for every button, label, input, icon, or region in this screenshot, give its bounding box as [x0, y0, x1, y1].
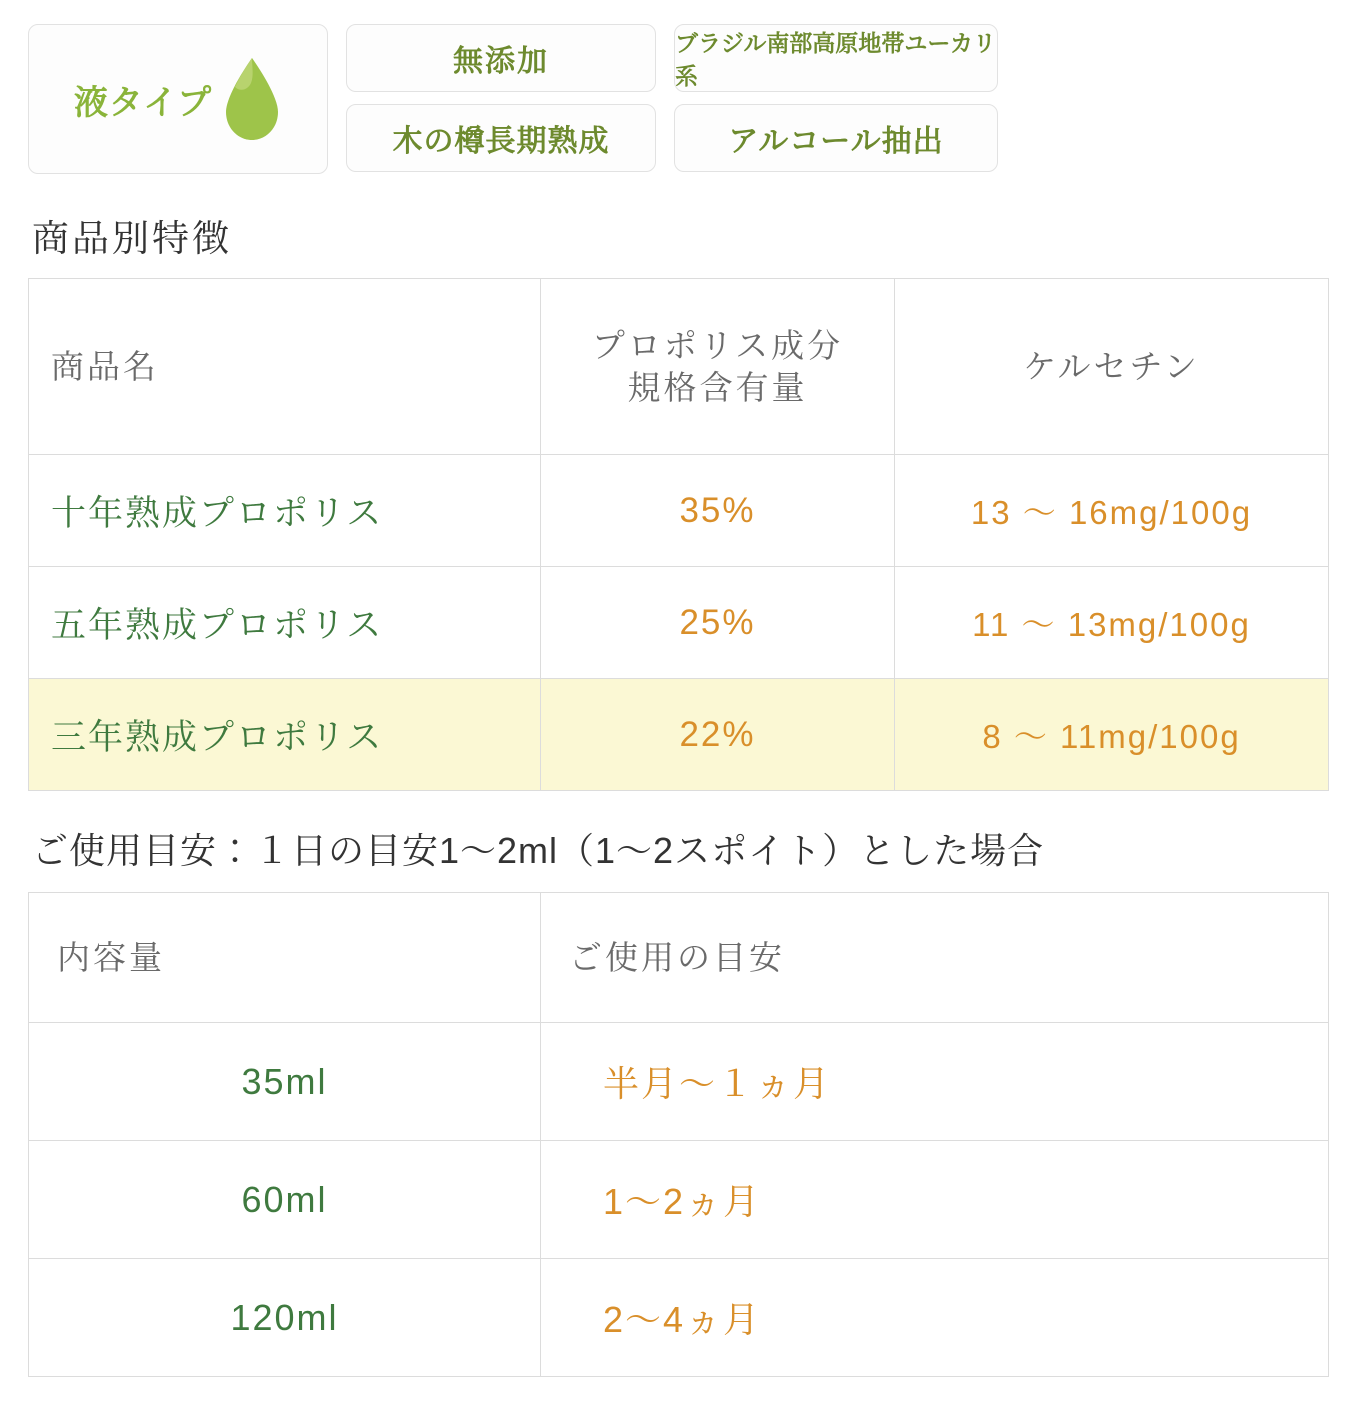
liquid-type-label: 液タイプ: [73, 83, 213, 122]
liquid-type-badge: [28, 24, 328, 174]
product-content: 25%: [541, 567, 895, 679]
duration-value: 2〜4ヵ月: [541, 1259, 1329, 1377]
product-quercetin: 13 〜 16mg/100g: [895, 455, 1329, 567]
usage-note: ご使用目安：１日の目安1〜2ml（1〜2スポイト）とした場合: [32, 830, 1045, 871]
table-header-row: [29, 279, 1329, 455]
table-row: [29, 1141, 1329, 1259]
header-volume: 内容量: [29, 893, 541, 1023]
badge-stack: [346, 24, 998, 172]
table-row: [29, 567, 1329, 679]
header-quercetin: ケルセチン: [895, 279, 1329, 455]
section-title: 商品別特徴: [32, 218, 232, 259]
pill-alcohol-extraction: アルコール抽出: [674, 104, 998, 172]
header-propolis-content: [541, 279, 895, 455]
droplet-icon: [222, 56, 282, 142]
header-product-name: 商品名: [29, 279, 541, 455]
product-name: 五年熟成プロポリス: [29, 567, 541, 679]
usage-guide-table: [28, 892, 1329, 1377]
badge-line-bottom: [346, 104, 998, 172]
table-row: [29, 1023, 1329, 1141]
table-header-row: [29, 893, 1329, 1023]
volume-value: 60ml: [29, 1141, 541, 1259]
header-propolis-content-line1: プロポリス成分: [591, 327, 844, 365]
pill-origin: ブラジル南部高原地帯ユーカリ系: [674, 24, 998, 92]
volume-value: 120ml: [29, 1259, 541, 1377]
table-row: [29, 1259, 1329, 1377]
duration-value: 1〜2ヵ月: [541, 1141, 1329, 1259]
product-name: 三年熟成プロポリス: [29, 679, 541, 791]
header-propolis-content-line2: 規格含有量: [627, 368, 808, 406]
product-name: 十年熟成プロポリス: [29, 455, 541, 567]
header-duration: ご使用の目安: [541, 893, 1329, 1023]
product-quercetin: 11 〜 13mg/100g: [895, 567, 1329, 679]
product-feature-table: [28, 278, 1329, 791]
volume-value: 35ml: [29, 1023, 541, 1141]
product-content: 22%: [541, 679, 895, 791]
pill-barrel-aged: 木の樽長期熟成: [346, 104, 656, 172]
duration-value: 半月〜１ヵ月: [541, 1023, 1329, 1141]
pill-additive-free: 無添加: [346, 24, 656, 92]
product-content: 35%: [541, 455, 895, 567]
table-row-highlighted: [29, 679, 1329, 791]
product-quercetin: 8 〜 11mg/100g: [895, 679, 1329, 791]
badge-line-top: [346, 24, 998, 92]
badge-row: [28, 0, 1332, 174]
table-row: [29, 455, 1329, 567]
